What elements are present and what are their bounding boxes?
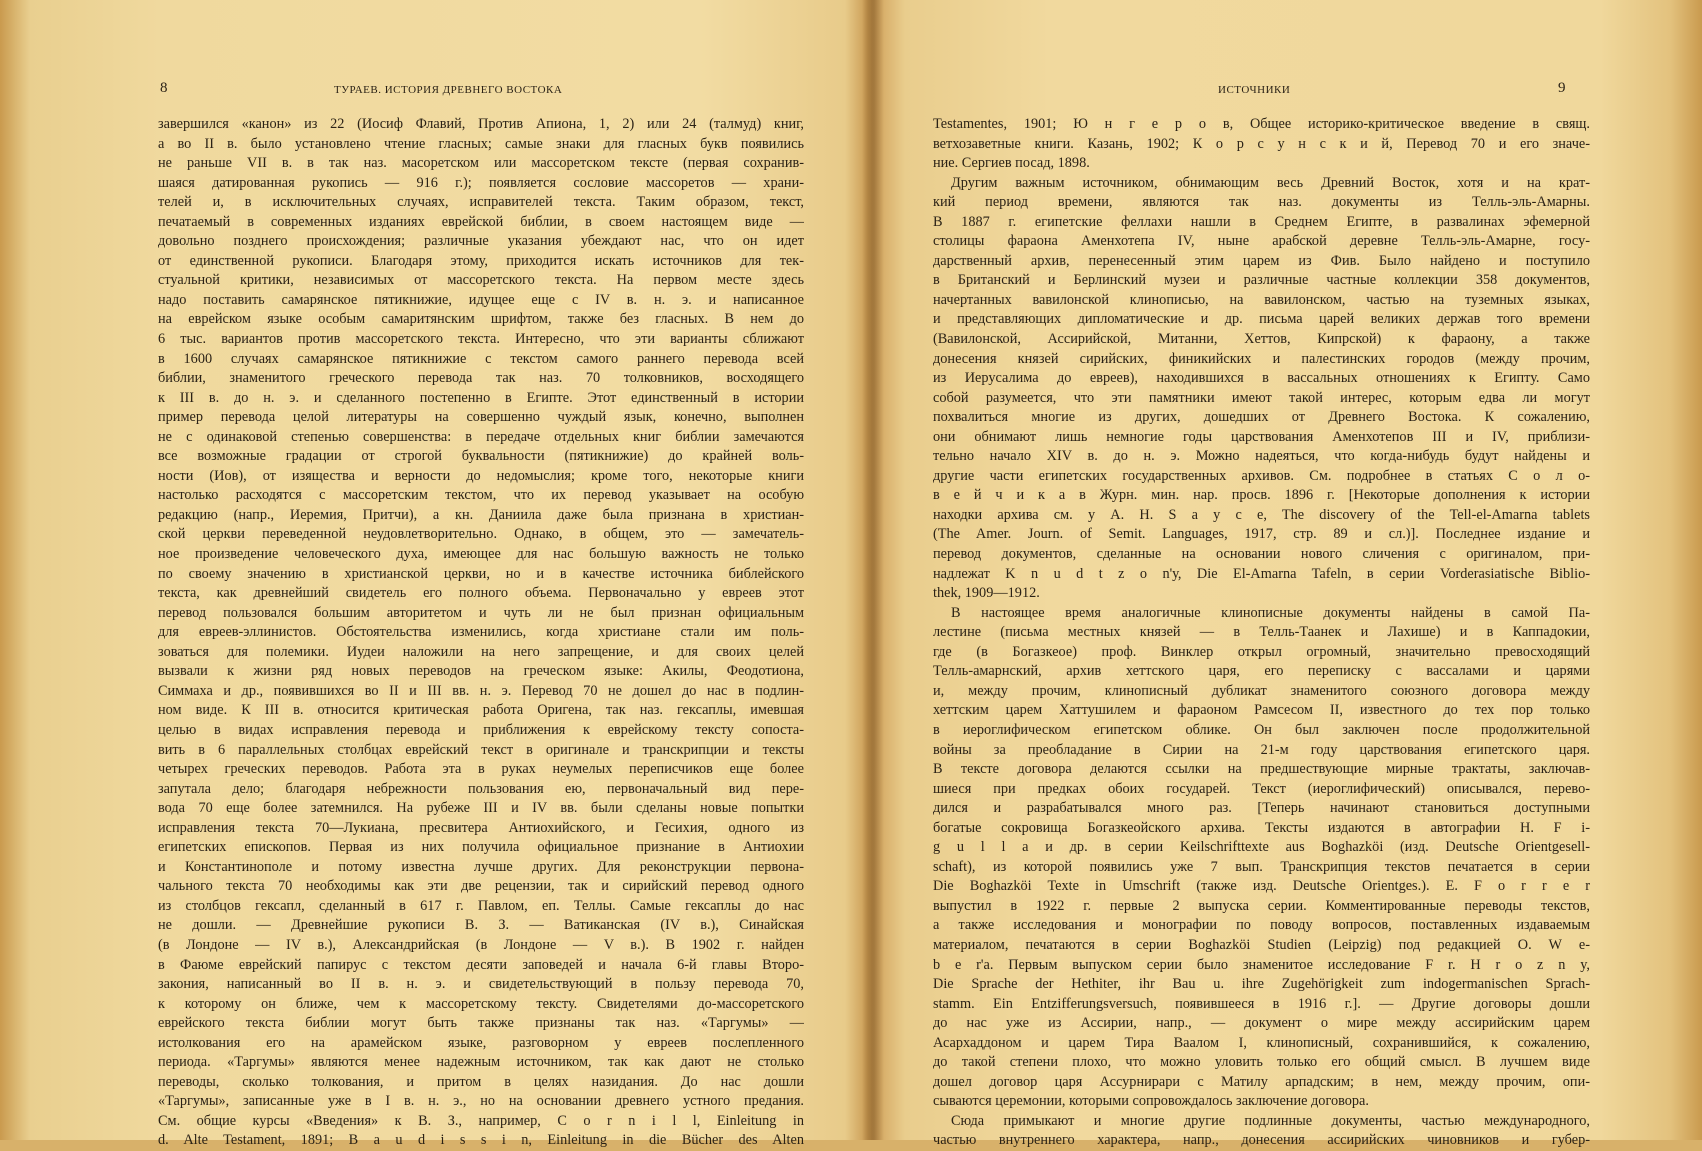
text-line: ности (Иов), от изящества и верности до недомыслия; кроме того, некоторые книги: [158, 467, 804, 484]
text-line: находки архива см. у A. H. S a y c e, The discovery of the Tell-el-Amarna tablets: [933, 506, 1590, 523]
text-line: См. общие курсы «Введения» к В. З., например, C o r n i l l, Einleitung in: [158, 1112, 804, 1129]
text-line: (Вавилонской, Ассирийской, Митанни, Хеттов, Кипрской) к фараону, а также: [933, 331, 1590, 348]
text-line: египетских епископов. Первая из них получила официальное признание в Антиохии: [158, 839, 804, 856]
text-line: от единственной рукописи. Благодаря этому, приходится искать источников для тек-: [158, 252, 804, 269]
text-line: материалом, печатаются в серии Boghazköi Studien (Leipzig) под редакцией O. W e-: [933, 936, 1590, 953]
text-line: целью в видах исправления перевода и приближения к еврейскому тексту сопоста-: [158, 721, 804, 738]
text-line: «Таргумы», записанные уже в I в. н. э., но на основании древнего устного предания.: [158, 1093, 804, 1110]
text-line: Асархаддоном и царем Тира Ваалом I, клинописный, сохранившийся, к сожалению,: [933, 1034, 1590, 1051]
text-line: еврейского текста библии могут быть также признаны так наз. «Таргумы» —: [158, 1015, 804, 1032]
left-page-body: [158, 115, 804, 1151]
text-line: перевод пользовался большим авторитетом и чуть ли не был признан официальным: [158, 604, 804, 621]
text-line: В тексте договора делаются ссылки на предшествующие мирные трактаты, заключав-: [933, 761, 1590, 778]
text-line: вода 70 еще более затемнился. На рубеже III и IV вв. были сделаны новые попытки: [158, 800, 804, 817]
text-line: вить в 6 параллельных столбцах еврейский текст в оригинале и транскрипции и тексты: [158, 741, 804, 758]
text-line: редакцию (напр., Иеремия, Притчи), а кн. Даниила даже была признана в христиан-: [158, 506, 804, 523]
text-line: исправления текста 70—Лукиана, пресвитера Антиохийского, и Гесихия, одного из: [158, 819, 804, 836]
text-line: печатаемый в современных изданиях еврейской библии, в своем настоящем виде —: [158, 213, 804, 230]
text-line: Die Sprache der Hethiter, ihr Bau u. ihre Zugehörigkeit zum indogermanischen Sprach-: [933, 976, 1590, 993]
text-line: для евреев-эллинистов. Обстоятельства изменились, когда христиане стали им поль-: [158, 624, 804, 641]
text-line: ской церкви переведенной неудовлетворительно. Однако, в общем, это — замечатель-: [158, 526, 804, 543]
text-line: вызвали к жизни ряд новых переводов на греческом языке: Акилы, Феодотиона,: [158, 663, 804, 680]
text-line: в е й ч и к а в Журн. мин. нар. просв. 1896 г. [Некоторые дополнения к истории: [933, 487, 1590, 504]
text-line: четырех греческих переводов. Работа эта в руках неумелых переписчиков еще более: [158, 761, 804, 778]
text-line: в Британский и Берлинский музеи и различные частные коллекции 358 документов,: [933, 272, 1590, 289]
text-line: запутала дело; благодаря небрежности пользования ею, первоначальный вид пере-: [158, 780, 804, 797]
text-line: Сюда примыкают и многие другие подлинные документы, частью международного,: [951, 1112, 1590, 1129]
text-line: не с одинаковой степенью совершенства: в передаче отдельных книг библии замечаются: [158, 428, 804, 445]
running-head: ИСТОЧНИКИ: [1218, 84, 1291, 96]
text-line: выпустил в 1922 г. первые 2 выпуска серии. Комментированные переводы текстов,: [933, 897, 1590, 914]
text-line: истолкования его на арамейском языке, разговорном у евреев послепленного: [158, 1034, 804, 1051]
text-line: переводы, сколько толкования, и притом в целях назидания. До нас дошли: [158, 1073, 804, 1090]
left-page-header: [158, 80, 804, 104]
text-line: в иероглифическом египетском облике. Он был заключен после продолжительной: [933, 721, 1590, 738]
text-line: хеттским царем Хаттушилем и фараоном Рамсесом II, известного до тех пор только: [933, 702, 1590, 719]
text-line: (в Лондоне — IV в.), Александрийская (в Лондоне — V в.). В 1902 г. найден: [158, 936, 804, 953]
text-line: начертанных вавилонской клинописью, на вавилонском, частью на туземных языках,: [933, 291, 1590, 308]
text-line: schaft), из которой появились уже 7 вып. Транскрипция текстов печатается в серии: [933, 858, 1590, 875]
text-line: дился и разрабатывался много раз. [Теперь начинают становиться доступными: [933, 800, 1590, 817]
text-line: g u l l a и др. в серии Keilschrifttexte aus Boghazköi (изд. Deutsche Orientgesell-: [933, 839, 1590, 856]
text-line: шаяся датированная рукопись — 916 г.); появляется сословие массоретов — храни-: [158, 174, 804, 191]
text-line: 6 тыс. вариантов против массоретского текста. Интересно, что эти варианты сближают: [158, 331, 804, 348]
right-page-header: [933, 80, 1590, 104]
text-line: к III в. до н. э. и сделанного постепенно в Египте. Этот единственный в истории: [158, 389, 804, 406]
text-line: В 1887 г. египетские феллахи нашли в Среднем Египте, в развалинах эфемерной: [933, 213, 1590, 230]
text-line: тельно начало XIV в. до н. э. Можно надеяться, что когда-нибудь будут найдены и: [933, 448, 1590, 465]
text-line: Die Boghazköi Texte in Umschrift (также изд. Deutsche Orientges.). E. F o r r e r: [933, 878, 1590, 895]
text-line: ном виде. К III в. относится критическая работа Оригена, так наз. гексаплы, имевшая: [158, 702, 804, 719]
text-line: из столбцов гексапл, сделанный в 617 г. Павлом, еп. Теллы. Самые гексаплы до нас: [158, 897, 804, 914]
text-line: завершился «канон» из 22 (Иосиф Флавий, Против Апиона, 1, 2) или 24 (талмуд) книг,: [158, 116, 804, 132]
text-line: и представляющих дипломатические и др. письма царей великих держав того времени: [933, 311, 1590, 328]
right-page-body: [933, 115, 1590, 1151]
text-line: частью внутреннего характера, напр., донесения ассирийских чиновников и губер-: [933, 1132, 1590, 1149]
text-line: В настоящее время аналогичные клинописные документы найдены в самой Па-: [951, 604, 1590, 621]
text-line: сываются церемонии, которыми сопровождалось заключение договора.: [933, 1093, 1369, 1110]
text-line: богатые сокровища Богазкеойского архива. Тексты издаются в автографии H. F i-: [933, 819, 1590, 836]
text-line: закония, написанный во II в. н. э. и свидетельствующий в пользу перевода 70,: [158, 976, 804, 993]
text-line: чального текста 70 необходимы как эти две рецензии, так и сирийский перевод одного: [158, 878, 804, 895]
text-line: b e r'a. Первым выпуском серии было знаменитое исследование F r. H r o z n y,: [933, 956, 1590, 973]
text-line: надлежат K n u d t z o n'у, Die El-Amarna Tafeln, в серии Vorderasiatische Biblio-: [933, 565, 1590, 582]
text-line: надо поставить самарянское пятикнижие, идущее еще с IV в. н. э. и написанное: [158, 291, 804, 308]
page-number: 8: [160, 80, 168, 96]
text-line: ние. Сергиев посад, 1898.: [933, 155, 1090, 172]
text-line: по своему значению в христианской церкви, но и в качестве источника библейского: [158, 565, 804, 582]
text-line: стуальной критики, независимых от массоретского текста. На первом месте здесь: [158, 272, 804, 289]
text-line: Другим важным источником, обнимающим весь Древний Восток, хотя и на крат-: [951, 174, 1590, 191]
text-line: текста, как древнейший свидетель его полного объема. Первоначально у евреев этот: [158, 585, 804, 602]
text-line: к которому он ближе, чем к массоретскому тексту. Свидетелями до-массоретского: [158, 995, 804, 1012]
text-line: библии, знаменитого греческого перевода так наз. 70 толковников, восходящего: [158, 370, 804, 387]
text-line: собой разумеется, что эти памятники имеют такой интерес, которым едва ли могут: [933, 389, 1590, 406]
right-page: [878, 0, 1702, 1149]
text-line: войны за преобладание в Сирии на 21-м году царствования египетского царя.: [933, 741, 1590, 758]
text-line: где (в Богазкеое) проф. Винклер открыл огромный, значительно превосходящий: [933, 643, 1590, 660]
text-line: из Иерусалима до евреев), находившихся в вассальных отношениях к Египту. Само: [933, 370, 1590, 387]
text-line: пример перевода целой литературы на совершенно чуждый язык, конечно, выполнен: [158, 409, 804, 426]
text-line: ное произведение человеческого духа, имеющее для нас большую важность не только: [158, 546, 804, 563]
text-line: Testamentes, 1901; Ю н г е р о в, Общее историко-критическое введение в свящ.: [933, 116, 1590, 132]
text-line: d. Alte Testament, 1891; B a u d i s s i n, Einleitung in die Bücher des Alten: [158, 1132, 804, 1149]
text-line: они обнимают лишь немногие годы царствования Аменхотепов III и IV, приблизи-: [933, 428, 1590, 445]
text-line: телей и, в исключительных случаях, исправителей текста. Таким образом, текст,: [158, 194, 804, 211]
text-line: не дошли. — Древнейшие рукописи В. З. — Ватиканская (IV в.), Синайская: [158, 917, 804, 934]
text-line: перевод документов, сделанные на основании нового сличения с оригиналом, при-: [933, 546, 1590, 563]
text-line: в 1600 случаях самарянское пятикнижие с текстом самого раннего перевода всей: [158, 350, 804, 367]
text-line: кий период времени, являются так наз. документы из Телль-эль-Амарны.: [933, 194, 1590, 211]
text-line: шиеся при предках обоих государей. Текст (иероглифический) описывался, перево-: [933, 780, 1590, 797]
text-line: на еврейском языке особым самаритянским шрифтом, также без гласных. В нем до: [158, 311, 804, 328]
text-line: столицы фараона Аменхотепа IV, ныне арабской деревне Телль-эль-Амарне, госу-: [933, 233, 1590, 250]
text-line: а также исследования и монографии по поводу вопросов, поставленных издаваемым: [933, 917, 1590, 934]
text-line: зоваться для полемики. Иудеи наложили на него запрещение, и для своих целей: [158, 643, 804, 660]
text-line: довольно позднего происхождения; различные указания убеждают нас, что он идет: [158, 233, 804, 250]
text-line: в Фаюме еврейский папирус с текстом десяти заповедей и начала 6-й главы Второ-: [158, 956, 804, 973]
text-line: thek, 1909—1912.: [933, 585, 1040, 602]
text-line: stamm. Ein Entzifferungsversuch, появившееся в 1916 г.]. — Другие договоры дошли: [933, 995, 1590, 1012]
text-line: Симмаха и др., появившихся во II и III вв. н. э. Перевод 70 не дошел до нас в подлин-: [158, 682, 804, 699]
text-line: настолько расходятся с массоретским текстом, что их перевод указывает на особую: [158, 487, 804, 504]
running-head: ТУРАЕВ. ИСТОРИЯ ДРЕВНЕГО ВОСТОКА: [334, 84, 563, 96]
text-line: дарственный архив, перенесенный этим царем из Фив. Было найдено и поступило: [933, 252, 1590, 269]
page-number: 9: [1558, 80, 1566, 96]
text-line: а во II в. было установлено чтение гласных; самые знаки для гласных букв появились: [158, 135, 804, 152]
text-line: периода. «Таргумы» являются менее надежным источником, так как дают не столько: [158, 1054, 804, 1071]
text-line: похвалиться многие из других, дошедших от Древнего Востока. К сожалению,: [933, 409, 1590, 426]
text-line: не раньше VII в. в так наз. масоретском или массоретском тексте (первая сохранив-: [158, 155, 804, 172]
text-line: другие части египетских государственных архивов. См. подробнее в статьях С о л о-: [933, 467, 1590, 484]
text-line: Телль-амарнский, архив хеттского царя, его переписку с вассалами и царями: [933, 663, 1590, 680]
text-line: дошел договор царя Ассурнирари с Матилу арпадским; в нем, между прочим, опи-: [933, 1073, 1590, 1090]
text-line: все возможные градации от строгой буквальности (пятикнижие) до крайней воль-: [158, 448, 804, 465]
text-line: до нас уже из Ассирии, напр., — документ о мире между ассирийским царем: [933, 1015, 1590, 1032]
text-line: лестине (письма местных князей — в Телль-Таанек и Лахише) и в Каппадокии,: [933, 624, 1590, 641]
text-line: до такой степени плохо, что можно уловить только его общий смысл. В лучшем виде: [933, 1054, 1590, 1071]
text-line: ветхозаветные книги. Казань, 1902; К о р с у н с к и й, Перевод 70 и его значе-: [933, 135, 1590, 152]
text-line: и Константинополе и потому известна лучше других. Для реконструкции первона-: [158, 858, 804, 875]
text-line: и, между прочим, клинописный дубликат знаменитого союзного договора между: [933, 682, 1590, 699]
text-line: (The Amer. Journ. of Semit. Languages, 1917, стр. 89 и сл.)]. Последнее издание и: [933, 526, 1590, 543]
text-line: донесения князей сирийских, финикийских и палестинских городов (между прочим,: [933, 350, 1590, 367]
